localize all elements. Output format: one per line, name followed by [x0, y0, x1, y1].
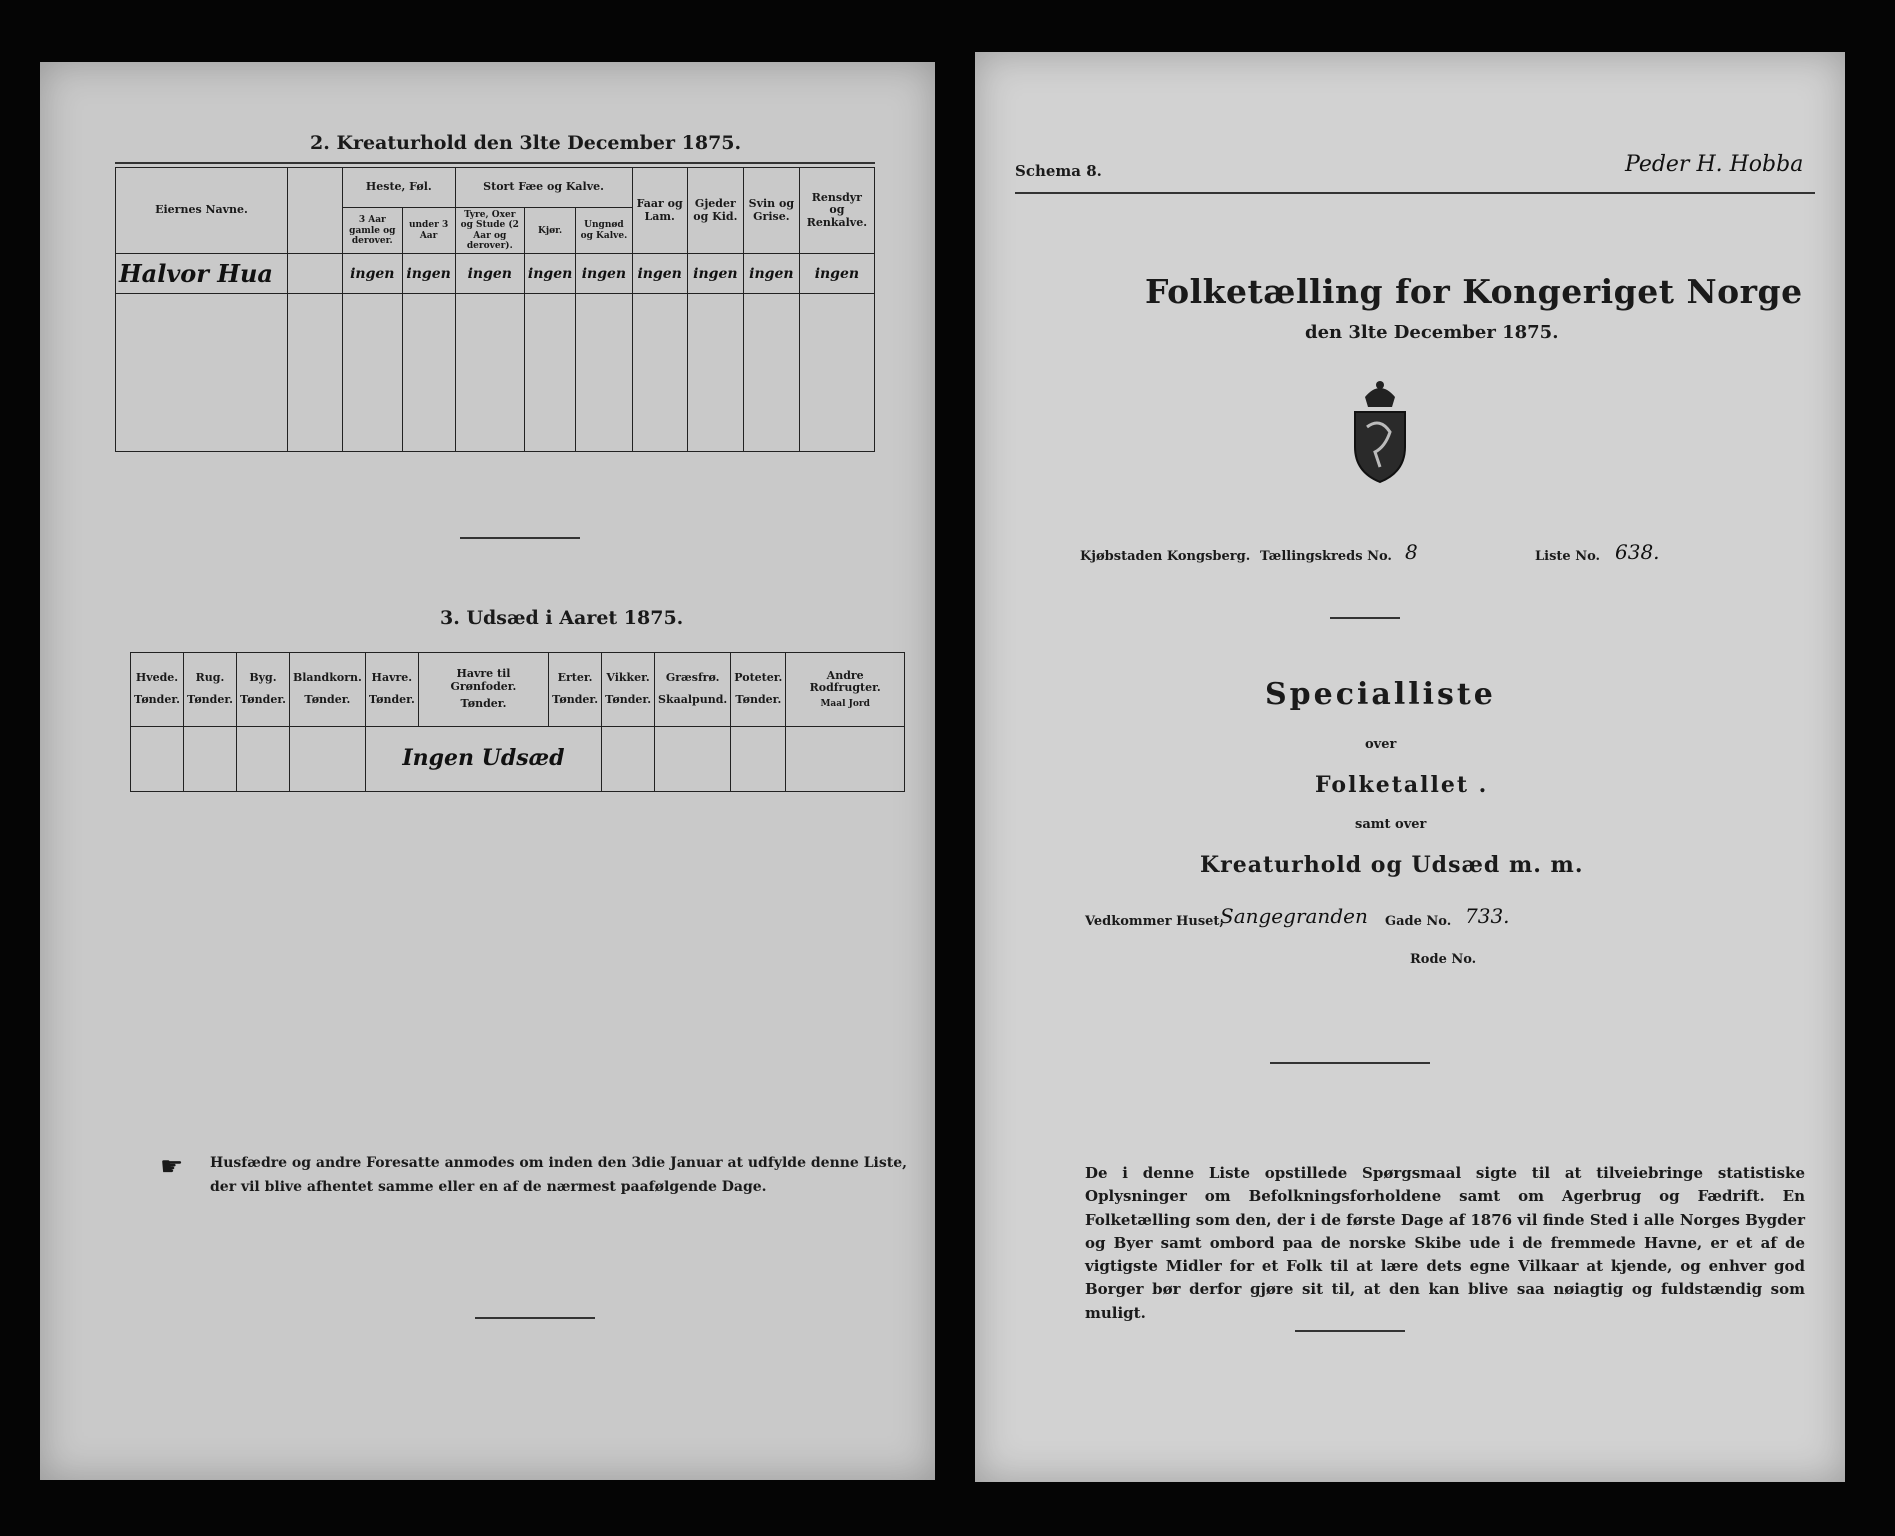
- header-sheep: Faar og Lam.: [632, 168, 687, 254]
- cell-value: ingen: [343, 254, 403, 294]
- table-row: [131, 726, 905, 791]
- district-label: Tællingskreds No.: [1260, 549, 1392, 564]
- cell-value: ingen: [632, 254, 687, 294]
- header-cattle: Stort Fæe og Kalve.: [455, 168, 632, 208]
- divider: [1330, 617, 1400, 619]
- crop-header: Andre Rodfrugter. Maal Jord: [786, 653, 905, 727]
- cell-value: ingen: [687, 254, 743, 294]
- crop-header: Blandkorn. Tønder.: [289, 653, 365, 727]
- left-page: [40, 62, 935, 1480]
- cell-value: ingen: [576, 254, 632, 294]
- info-paragraph: De i denne Liste opstillede Spørgsmaal sigte til at tilveiebringe statistiske Oplysninger om Befolkningsforholdene samt om Agerbrug og Fædrift. En Folketælling som den, der i de første Dage af 1876 vil finde Sted i alle Norges Bygder og Byer samt ombord paa de norske Skibe ude i de fremmede Havne, er et af de vigtigste Midler for et Folk til at lære dets egne Vilkaar at kjende, og enhver god Borger bør derfor gjøre sit til, at den kan blive saa nøiagtig og fuldstændig som muligt.: [1085, 1164, 1805, 1322]
- divider: [1015, 192, 1815, 194]
- gade-no-label: Gade No.: [1385, 914, 1452, 929]
- header-cattle-bulls: Tyre, Oxer og Stude (2 Aar og derover).: [455, 208, 524, 254]
- gade-no-value: 733.: [1465, 904, 1510, 928]
- header-horses-old: 3 Aar gamle og derover.: [343, 208, 403, 254]
- crop-header: Græsfrø. Skaalpund.: [655, 653, 731, 727]
- list-value: 638.: [1615, 540, 1660, 564]
- table-row: [116, 294, 875, 452]
- cell-value: ingen: [743, 254, 799, 294]
- header-horses-young: under 3 Aar: [402, 208, 455, 254]
- owner-name: Halvor Hua: [116, 254, 288, 294]
- signature: Peder H. Hobba: [1625, 152, 1804, 177]
- livestock-table: [115, 167, 875, 452]
- crop-header: Havre. Tønder.: [365, 653, 418, 727]
- over-label: over: [1365, 737, 1397, 752]
- divider: [115, 162, 875, 164]
- town-label: Kjøbstaden Kongsberg.: [1080, 549, 1251, 564]
- divider: [475, 1317, 595, 1319]
- kreatur-title: Kreaturhold og Udsæd m. m.: [1200, 852, 1584, 878]
- main-title: Folketælling for Kongeriget Norge: [1145, 272, 1803, 311]
- cell-value: ingen: [402, 254, 455, 294]
- header-horses: Heste, Føl.: [343, 168, 456, 208]
- section3-title: 3. Udsæd i Aaret 1875.: [440, 607, 684, 629]
- header-goats: Gjeder og Kid.: [687, 168, 743, 254]
- cell-value: ingen: [455, 254, 524, 294]
- crop-handwriting: Ingen Udsæd: [365, 726, 601, 791]
- header-reindeer: Rensdyr og Renkalve.: [799, 168, 874, 254]
- crop-header: Byg. Tønder.: [236, 653, 289, 727]
- header-owner: Eiernes Navne.: [116, 168, 288, 254]
- table-row: [116, 254, 875, 294]
- cell-value: ingen: [799, 254, 874, 294]
- header-cattle-calves: Ungnød og Kalve.: [576, 208, 632, 254]
- header-notes-col: [288, 168, 343, 254]
- crop-header: Rug. Tønder.: [183, 653, 236, 727]
- crop-header: Erter. Tønder.: [549, 653, 602, 727]
- house-value: Sangegranden: [1220, 904, 1368, 928]
- rode-label: Rode No.: [1410, 952, 1477, 967]
- cell-value: ingen: [524, 254, 575, 294]
- date-line: den 3lte December 1875.: [1305, 322, 1559, 343]
- folketallet-label: Folketallet .: [1315, 772, 1489, 798]
- list-label: Liste No.: [1535, 549, 1601, 564]
- crop-header: Havre til Grønfoder. Tønder.: [418, 653, 548, 727]
- samt-over-label: samt over: [1355, 817, 1427, 832]
- schema-label: Schema 8.: [1015, 162, 1102, 180]
- crop-header: Vikker. Tønder.: [602, 653, 655, 727]
- district-value: 8: [1405, 540, 1418, 564]
- crop-header: Hvede. Tønder.: [131, 653, 184, 727]
- divider: [1270, 1062, 1430, 1064]
- divider: [460, 537, 580, 539]
- crop-table: [130, 652, 905, 792]
- right-page: [975, 52, 1845, 1482]
- divider: [1295, 1330, 1405, 1332]
- pointing-hand-icon: ☛: [160, 1152, 184, 1182]
- section2-title: 2. Kreaturhold den 3lte December 1875.: [310, 132, 742, 154]
- house-label: Vedkommer Huset,: [1085, 914, 1224, 929]
- notice-text: Husfædre og andre Foresatte anmodes om inden den 3die Januar at udfylde denne Liste, der vil blive afhentet samme eller en af de nærmest paafølgende Dage.: [210, 1155, 907, 1195]
- crop-header: Poteter. Tønder.: [731, 653, 786, 727]
- header-pigs: Svin og Grise.: [743, 168, 799, 254]
- special-title: Specialliste: [1265, 677, 1496, 712]
- header-cattle-cows: Kjør.: [524, 208, 575, 254]
- coat-of-arms-icon: [1345, 377, 1415, 487]
